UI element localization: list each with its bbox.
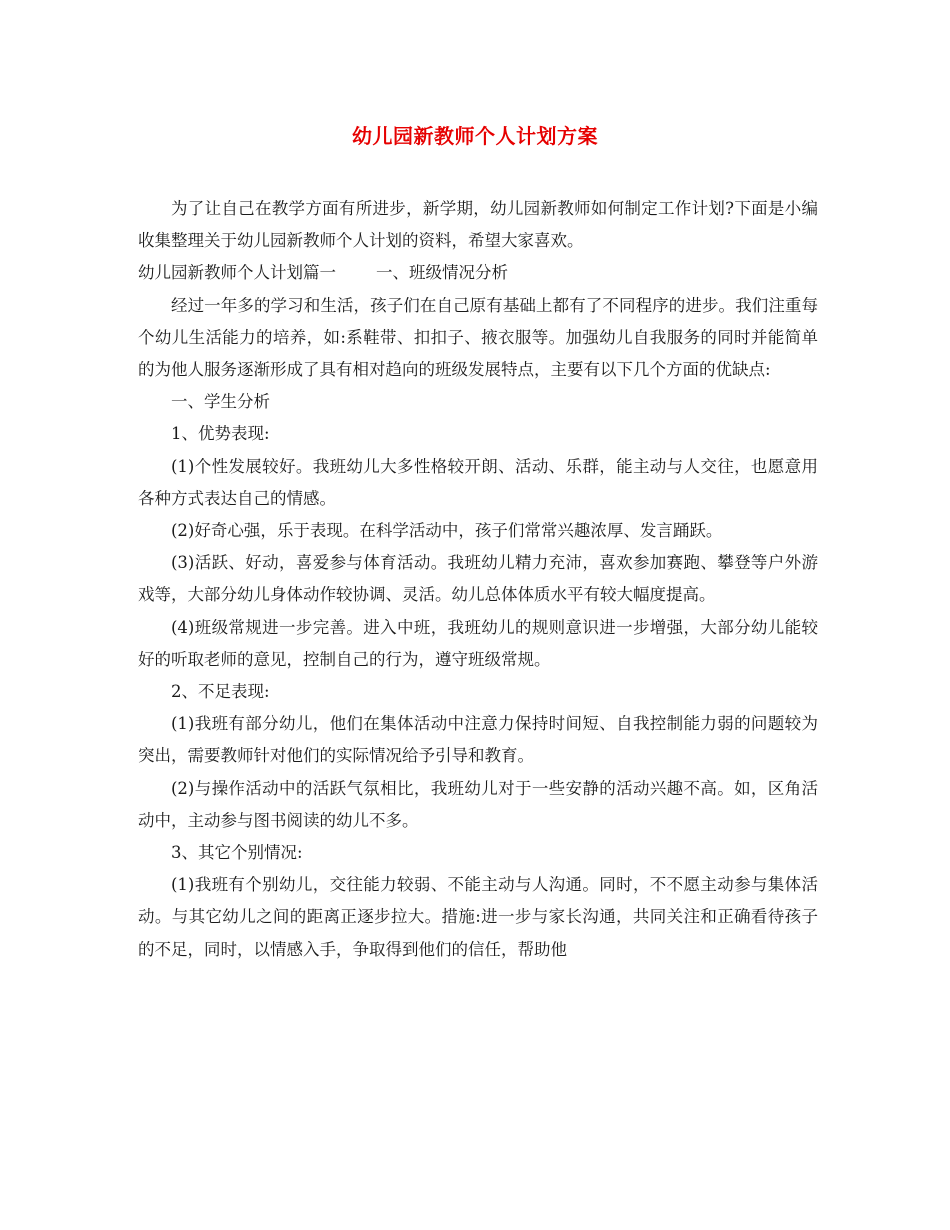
paragraph: (2)好奇心强，乐于表现。在科学活动中，孩子们常常兴趣浓厚、发言踊跃。 xyxy=(171,521,723,541)
paragraph: 一、学生分析 xyxy=(171,392,270,412)
paragraph: 2、不足表现: xyxy=(171,682,270,702)
paragraph: (4)班级常规进一步完善。进入中班，我班幼儿的规则意识进一步增强，大部分幼儿能较好的听取老师的意见，控制自己的行为，遵守班级常规。 xyxy=(138,617,818,669)
intro-paragraph: 为了让自己在教学方面有所进步，新学期，幼儿园新教师如何制定工作计划?下面是小编收集整理关于幼儿园新教师个人计划的资料，希望大家喜欢。 xyxy=(138,199,818,251)
section-heading-line xyxy=(138,257,818,289)
paragraph: (2)与操作活动中的活跃气氛相比，我班幼儿对于一些安静的活动兴趣不高。如，区角活动中，主动参与图书阅读的幼儿不多。 xyxy=(138,778,818,830)
paragraph: (3)活跃、好动，喜爱参与体育活动。我班幼儿精力充沛，喜欢参加赛跑、攀登等户外游戏等，大部分幼儿身体动作较协调、灵活。幼儿总体体质水平有较大幅度提高。 xyxy=(138,553,818,605)
paragraph: (1)我班有部分幼儿，他们在集体活动中注意力保持时间短、自我控制能力弱的问题较为突出，需要教师针对他们的实际情况给予引导和教育。 xyxy=(138,714,818,766)
paragraph: (1)个性发展较好。我班幼儿大多性格较开朗、活动、乐群，能主动与人交往，也愿意用各种方式表达自己的情感。 xyxy=(138,456,818,508)
paragraph: 3、其它个别情况: xyxy=(171,843,303,863)
section-heading: 一、班级情况分析 xyxy=(376,263,508,283)
document-body xyxy=(138,193,818,966)
document-title: 幼儿园新教师个人计划方案 xyxy=(352,124,598,148)
paragraph: 经过一年多的学习和生活，孩子们在自己原有基础上都有了不同程序的进步。我们注重每个幼儿生活能力的培养，如:系鞋带、扣扣子、掖衣服等。加强幼儿自我服务的同时并能简单的为他人服务逐渐形成了具有相对趋向的班级发展特点，主要有以下几个方面的优缺点: xyxy=(138,295,818,380)
paragraph: (1)我班有个别幼儿，交往能力较弱、不能主动与人沟通。同时，不不愿主动参与集体活动。与其它幼儿之间的距离正逐步拉大。措施:进一步与家长沟通，共同关注和正确看待孩子的不足，同时，以情感入手，争取得到他们的信任，帮助他 xyxy=(138,875,818,959)
section-label: 幼儿园新教师个人计划篇一 xyxy=(138,263,336,283)
paragraph: 1、优势表现: xyxy=(171,424,270,444)
